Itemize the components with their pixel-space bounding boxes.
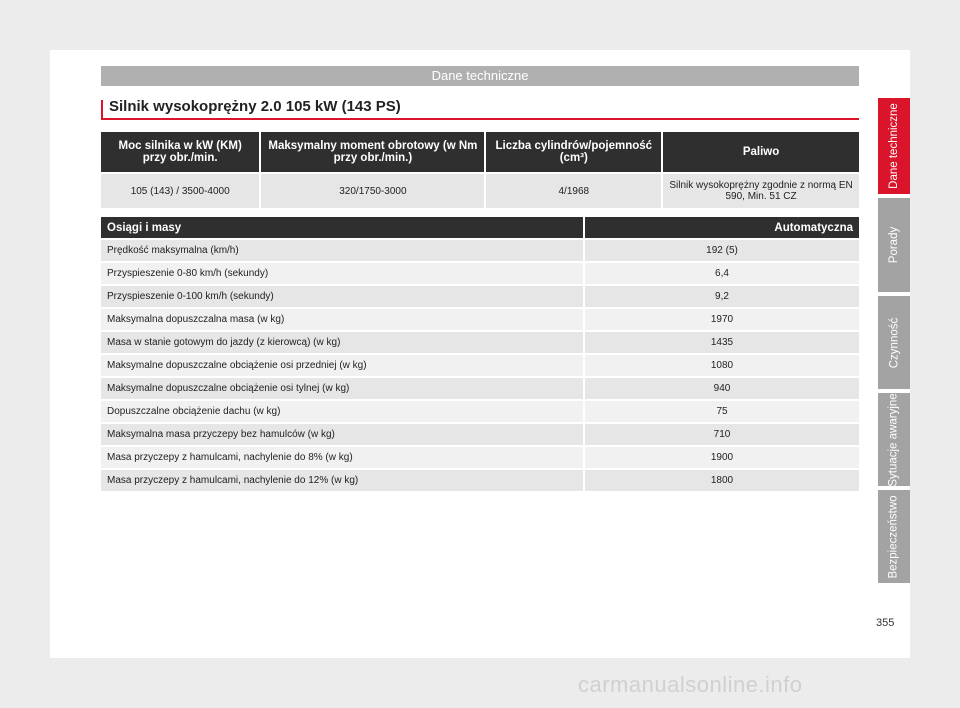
engine-power-value: 105 (143) / 3500-4000	[101, 174, 259, 208]
side-tab-1[interactable]	[878, 198, 910, 292]
side-tab-label: Czynność	[888, 317, 900, 368]
row-value: 1900	[585, 447, 859, 468]
performance-header-value: Automatyczna	[585, 217, 859, 238]
row-label: Dopuszczalne obciążenie dachu (w kg)	[101, 401, 583, 422]
row-label: Masa przyczepy z hamulcami, nachylenie do 8% (w kg)	[101, 447, 583, 468]
table-row	[101, 401, 859, 422]
performance-table-header-row	[101, 217, 859, 238]
engine-cylinders-value: 4/1968	[486, 174, 661, 208]
row-value: 9,2	[585, 286, 859, 307]
row-label: Maksymalne dopuszczalne obciążenie osi tylnej (w kg)	[101, 378, 583, 399]
section-title-text: Silnik wysokoprężny 2.0 105 kW (143 PS)	[109, 98, 401, 115]
engine-header-torque: Maksymalny moment obrotowy (w Nm przy obr./min.)	[261, 132, 484, 172]
row-label: Masa przyczepy z hamulcami, nachylenie do 12% (w kg)	[101, 470, 583, 491]
row-label: Maksymalne dopuszczalne obciążenie osi przedniej (w kg)	[101, 355, 583, 376]
side-tab-label: Bezpieczeństwo	[888, 494, 901, 579]
engine-table	[99, 130, 861, 210]
row-value: 710	[585, 424, 859, 445]
engine-header-fuel: Paliwo	[663, 132, 859, 172]
row-value: 1800	[585, 470, 859, 491]
table-row	[101, 309, 859, 330]
row-label: Przyspieszenie 0-100 km/h (sekundy)	[101, 286, 583, 307]
row-value: 75	[585, 401, 859, 422]
engine-table-header-row	[101, 132, 859, 172]
side-tab-3[interactable]	[878, 393, 910, 486]
engine-torque-value: 320/1750-3000	[261, 174, 484, 208]
engine-header-cylinders: Liczba cylindrów/pojemność (cm³)	[486, 132, 661, 172]
row-value: 192 (5)	[585, 240, 859, 261]
row-label: Przyspieszenie 0-80 km/h (sekundy)	[101, 263, 583, 284]
table-row	[101, 332, 859, 353]
row-value: 1435	[585, 332, 859, 353]
side-tab-label: Porady	[888, 226, 900, 264]
row-label: Maksymalna masa przyczepy bez hamulców (w kg)	[101, 424, 583, 445]
engine-header-power: Moc silnika w kW (KM) przy obr./min.	[101, 132, 259, 172]
row-label: Masa w stanie gotowym do jazdy (z kierowcą) (w kg)	[101, 332, 583, 353]
title-underline	[101, 118, 859, 120]
row-value: 1080	[585, 355, 859, 376]
watermark: carmanualsonline.info	[578, 672, 803, 697]
side-tab-0[interactable]	[878, 98, 910, 194]
table-row	[101, 286, 859, 307]
table-row	[101, 240, 859, 261]
table-row	[101, 378, 859, 399]
table-row	[101, 355, 859, 376]
performance-header-label: Osiągi i masy	[101, 217, 583, 238]
table-row	[101, 470, 859, 491]
row-value: 1970	[585, 309, 859, 330]
engine-fuel-value: Silnik wysokoprężny zgodnie z normą EN 590, Min. 51 CZ	[663, 174, 859, 208]
row-label: Maksymalna dopuszczalna masa (w kg)	[101, 309, 583, 330]
side-tab-label: Dane techniczne	[888, 103, 901, 189]
row-label: Prędkość maksymalna (km/h)	[101, 240, 583, 261]
side-tab-2[interactable]	[878, 296, 910, 389]
chapter-header: Dane techniczne	[101, 66, 859, 86]
side-tab-4[interactable]	[878, 490, 910, 583]
table-row	[101, 447, 859, 468]
performance-table	[99, 215, 861, 493]
side-tab-label: Sytuacje awaryjne	[888, 392, 901, 487]
section-title	[101, 98, 859, 115]
table-row	[101, 263, 859, 284]
page-number: 355	[876, 617, 895, 629]
table-row	[101, 174, 859, 208]
row-value: 6,4	[585, 263, 859, 284]
table-row	[101, 424, 859, 445]
row-value: 940	[585, 378, 859, 399]
